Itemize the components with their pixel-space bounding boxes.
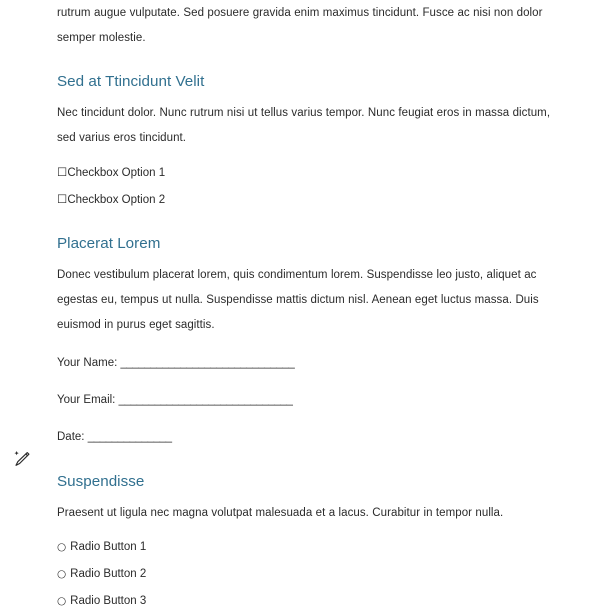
radio-option-3[interactable] [57, 588, 571, 615]
spacer [57, 492, 571, 501]
field-date[interactable] [57, 424, 571, 451]
spacer [57, 451, 571, 472]
radio-option-1-label: Radio Button 1 [70, 541, 147, 553]
checkbox-option-1[interactable] [57, 159, 571, 186]
radio-option-1[interactable] [57, 534, 571, 561]
radio-unselected-icon[interactable]: ○ [57, 594, 67, 607]
checkbox-option-2[interactable] [57, 186, 571, 213]
intro-paragraph: rutrum augue vulputate. Sed posuere gravida enim maximus tincidunt. Fusce ac nisi non dolor semper molestie. [57, 7, 543, 44]
section-paragraph-1: Nec tincidunt dolor. Nunc rutrum nisi ut tellus varius tempor. Nunc feugiat eros in massa dictum, sed varius eros tincidunt. [57, 107, 551, 144]
radio-option-3-label: Radio Button 3 [70, 595, 147, 607]
spacer [57, 51, 571, 72]
spacer [57, 92, 571, 101]
document-content [57, 0, 571, 615]
spacer [57, 414, 571, 424]
radio-group [57, 534, 571, 615]
field-your-email-blank[interactable]: _____________________________ [118, 394, 293, 406]
radio-option-2[interactable] [57, 561, 571, 588]
checkbox-group [57, 159, 571, 213]
spacer [57, 526, 571, 534]
section-heading-sed-at-ttincidunt-velit: Sed at Ttincidunt Velit [57, 73, 205, 90]
section-paragraph-2: Donec vestibulum placerat lorem, quis condimentum lorem. Suspendisse leo justo, aliquet ac egestas eu, tempus ut nulla. Suspendisse mattis dictum nisl. Aenean eget luctus massa. Duis euismod in purus eget sagittis. [57, 269, 539, 331]
field-date-label: Date: [57, 431, 85, 443]
spacer [57, 377, 571, 387]
spacer [57, 151, 571, 159]
field-your-name-label: Your Name: [57, 357, 118, 369]
checkbox-unchecked-icon[interactable]: ☐ [57, 165, 68, 179]
section-heading-placerat-lorem: Placerat Lorem [57, 235, 161, 252]
checkbox-option-1-label: Checkbox Option 1 [67, 167, 166, 179]
radio-option-2-label: Radio Button 2 [70, 568, 147, 580]
spacer [57, 254, 571, 263]
section-paragraph-3: Praesent ut ligula nec magna volutpat malesuada et a lacus. Curabitur in tempor nulla. [57, 507, 504, 519]
spacer [57, 213, 571, 234]
radio-unselected-icon[interactable]: ○ [57, 540, 67, 553]
radio-unselected-icon[interactable]: ○ [57, 567, 67, 580]
field-your-name-blank[interactable]: _____________________________ [120, 357, 295, 369]
section-heading-suspendisse: Suspendisse [57, 473, 145, 490]
pen-sparkle-cursor-icon [11, 448, 33, 470]
spacer [57, 338, 571, 350]
checkbox-option-2-label: Checkbox Option 2 [67, 194, 166, 206]
checkbox-unchecked-icon[interactable]: ☐ [57, 192, 68, 206]
field-your-email[interactable] [57, 387, 571, 414]
field-your-email-label: Your Email: [57, 394, 116, 406]
field-your-name[interactable] [57, 350, 571, 377]
field-date-blank[interactable]: ______________ [87, 431, 172, 443]
